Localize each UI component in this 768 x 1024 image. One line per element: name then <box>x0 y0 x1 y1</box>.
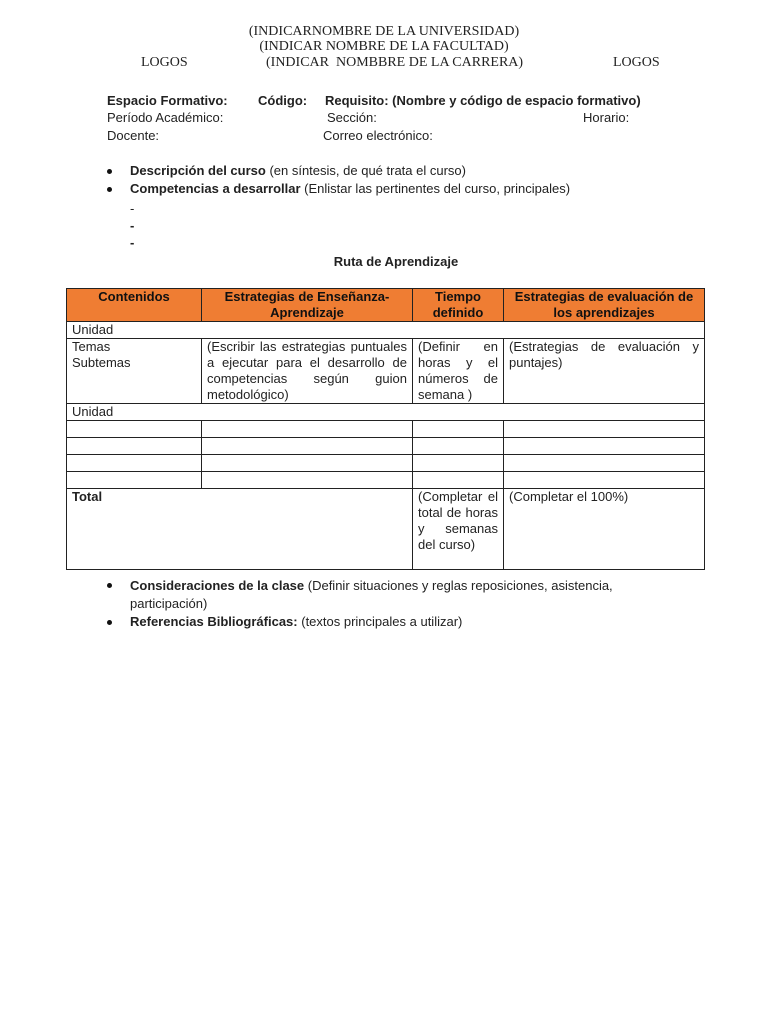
dash-item: - <box>130 218 135 233</box>
total-tiempo-cell: (Completar el total de horas y semanas del curso) <box>413 489 504 570</box>
subtemas-label: Subtemas <box>72 355 131 370</box>
table-row <box>67 455 705 472</box>
bullet-referencias: Referencias Bibliográficas: (textos principales a utilizar) <box>130 614 463 629</box>
logo-left: LOGOS <box>141 55 188 70</box>
faculty-name: (INDICAR NOMBRE DE LA FACULTAD) <box>259 39 509 54</box>
temas-cell <box>67 339 202 404</box>
table-row <box>67 339 705 404</box>
logo-right: LOGOS <box>613 55 660 70</box>
horario-label: Horario: <box>583 110 630 125</box>
bullet-consideraciones: Consideraciones de la clase (Definir situaciones y reglas reposiciones, asistencia, participación) <box>130 578 613 611</box>
table-total-row <box>67 489 705 570</box>
bullet-icon <box>107 620 112 625</box>
correo-label: Correo electrónico: <box>323 128 433 143</box>
docente-label: Docente: <box>107 128 160 143</box>
espacio-formativo-label: Espacio Formativo: <box>107 93 228 108</box>
header-contenidos: Contenidos <box>67 289 202 322</box>
table-row <box>67 322 705 339</box>
estrategias-cell: (Escribir las estrategias puntuales a ejecutar para el desarrollo de competencias según guion metodológico) <box>202 339 413 404</box>
table-row <box>67 421 705 438</box>
dash-item: - <box>130 235 135 250</box>
unidad-cell: Unidad <box>67 322 705 339</box>
bullet-icon <box>107 169 112 174</box>
bullet-descripcion: Descripción del curso (en síntesis, de qué trata el curso) <box>130 163 466 178</box>
seccion-label: Sección: <box>327 110 377 125</box>
table-row <box>67 472 705 489</box>
bullet-competencias: Competencias a desarrollar (Enlistar las pertinentes del curso, principales) <box>130 181 571 196</box>
university-name: (INDICARNOMBRE DE LA UNIVERSIDAD) <box>248 24 520 39</box>
table-header-row <box>67 289 705 322</box>
total-label: Total <box>67 489 413 570</box>
ruta-aprendizaje-table <box>66 288 705 570</box>
tiempo-cell: (Definir en horas y el números de semana ) <box>413 339 504 404</box>
requisito-label: Requisito: (Nombre y código de espacio formativo) <box>325 93 641 108</box>
codigo-label: Código: <box>258 93 308 108</box>
section-title: Ruta de Aprendizaje <box>333 254 459 269</box>
header-estrategias: Estrategias de Enseñanza-Aprendizaje <box>202 289 413 322</box>
periodo-label: Período Académico: <box>107 110 224 125</box>
table-row <box>67 438 705 455</box>
total-evaluacion-cell: (Completar el 100%) <box>504 489 705 570</box>
evaluacion-cell: (Estrategias de evaluación y puntajes) <box>504 339 705 404</box>
header-tiempo: Tiempo definido <box>413 289 504 322</box>
bullet-icon <box>107 583 112 588</box>
temas-label: Temas <box>72 339 111 354</box>
dash-item: - <box>130 201 135 216</box>
header-evaluacion: Estrategias de evaluación de los aprendizajes <box>504 289 705 322</box>
career-name: (INDICAR NOMBBRE DE LA CARRERA) <box>266 55 524 70</box>
unidad-cell: Unidad <box>67 404 705 421</box>
bullet-icon <box>107 187 112 192</box>
table-row <box>67 404 705 421</box>
